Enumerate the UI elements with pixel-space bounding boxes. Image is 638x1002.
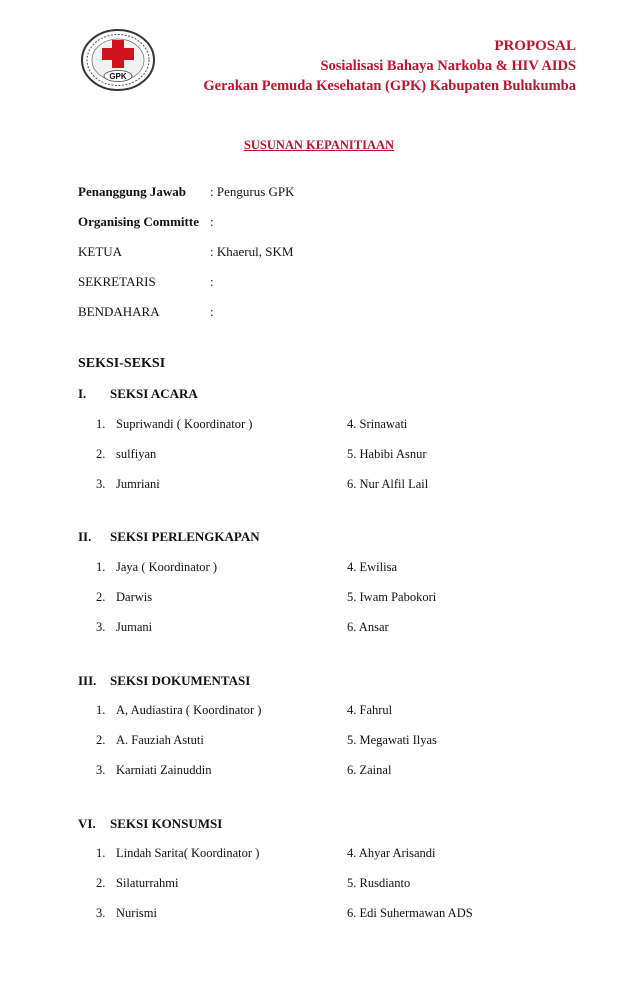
page-title: SUSUNAN KEPANITIAAN [243, 138, 395, 152]
list-item: 5. Megawati Ilyas [347, 733, 437, 747]
list-item: 3. Karniati Zainuddin [96, 763, 212, 777]
field-label: KETUA [78, 244, 123, 259]
section-number: VI. [78, 816, 96, 831]
field-ketua [78, 244, 293, 260]
list-item: 6. Zainal [347, 763, 392, 777]
list-item: 2. A. Fauziah Astuti [96, 733, 204, 747]
list-item: 4. Ahyar Arisandi [347, 846, 436, 860]
section-name: SEKSI ACARA [110, 386, 198, 401]
field-bendahara [78, 304, 214, 320]
section-number: II. [78, 529, 92, 544]
list-item: 4. Ewilisa [347, 560, 397, 574]
proposal-label: PROPOSAL [494, 38, 576, 54]
section-heading-acara [78, 386, 198, 402]
list-item: 1. Supriwandi ( Koordinator ) [96, 417, 253, 431]
list-item: 1. Lindah Sarita( Koordinator ) [96, 846, 260, 860]
list-item: 3. Jumani [96, 620, 153, 634]
list-item: 4. Fahrul [347, 703, 393, 717]
sections-title: SEKSI-SEKSI [78, 356, 166, 371]
list-item: 1. A, Audiastira ( Koordinator ) [96, 703, 262, 717]
list-item: 6. Nur Alfil Lail [347, 477, 429, 491]
field-label: Organising Committe [78, 214, 199, 229]
proposal-subtitle: Sosialisasi Bahaya Narkoba & HIV AIDS [320, 58, 576, 74]
list-item: 4. Srinawati [347, 417, 408, 431]
list-item: 5. Habibi Asnur [347, 447, 427, 461]
section-heading-dokumentasi [78, 673, 250, 689]
field-value: : [210, 214, 214, 229]
list-item: 6. Edi Suhermawan ADS [347, 906, 473, 920]
list-item: 2. Darwis [96, 590, 153, 604]
logo-text: GPK [109, 72, 127, 81]
organization-name: Gerakan Pemuda Kesehatan (GPK) Kabupaten Bulukumba [203, 78, 576, 94]
list-item: 2. sulfiyan [96, 447, 157, 461]
section-name: SEKSI DOKUMENTASI [110, 673, 251, 688]
field-value: : [210, 274, 214, 289]
list-item: 5. Iwam Pabokori [347, 590, 437, 604]
list-item: 3. Nurismi [96, 906, 157, 920]
section-number: III. [78, 673, 97, 688]
gpk-logo-icon [80, 28, 156, 92]
section-name: SEKSI PERLENGKAPAN [110, 529, 260, 544]
field-label: BENDAHARA [78, 304, 160, 319]
field-label: Penanggung Jawab [78, 184, 186, 199]
list-item: 3. Jumriani [96, 477, 160, 491]
field-value: : Pengurus GPK [210, 184, 295, 199]
section-heading-perlengkapan [78, 529, 260, 545]
section-name: SEKSI KONSUMSI [110, 816, 223, 831]
field-value: : [210, 304, 214, 319]
list-item: 5. Rusdianto [347, 876, 411, 890]
section-number: I. [78, 386, 87, 401]
list-item: 6. Ansar [347, 620, 389, 634]
list-item: 1. Jaya ( Koordinator ) [96, 560, 218, 574]
list-item: 2. Silaturrahmi [96, 876, 179, 890]
field-organising-committe [78, 214, 214, 230]
field-value: : Khaerul, SKM [210, 244, 294, 259]
field-label: SEKRETARIS [78, 274, 156, 289]
field-sekretaris [78, 274, 214, 290]
field-penanggung-jawab [78, 184, 295, 200]
section-heading-konsumsi [78, 816, 222, 832]
